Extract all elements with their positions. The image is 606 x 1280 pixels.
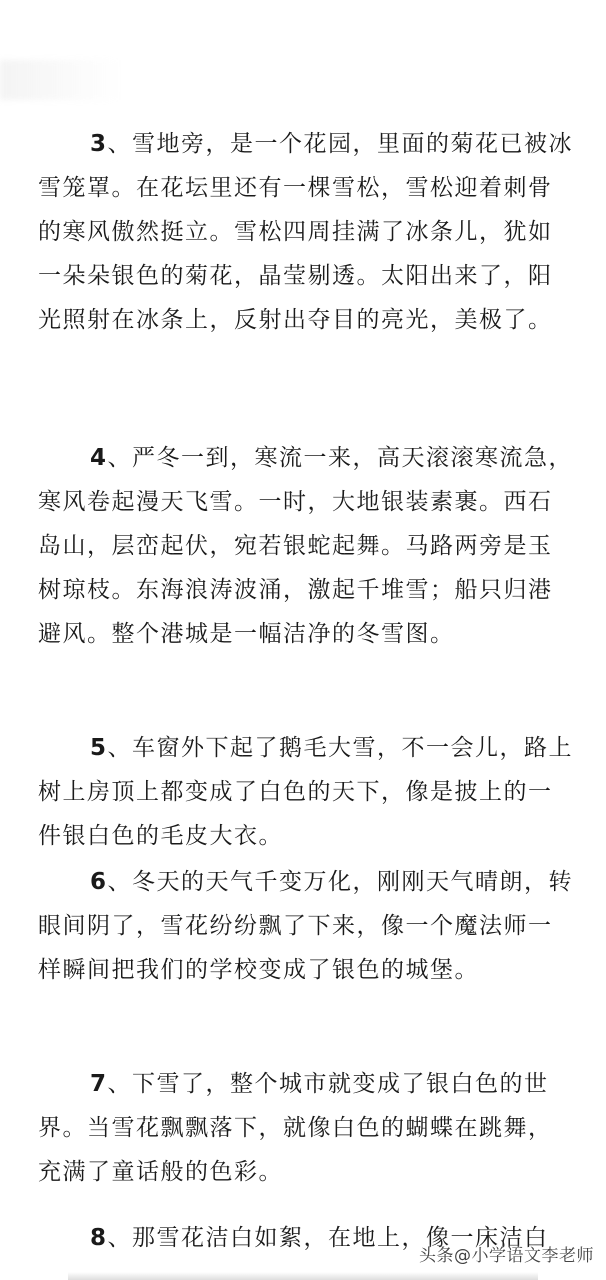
paragraph-text: 、那雪花洁白如絮，在地上，像一床洁白 [107,1225,549,1251]
scan-smudge [0,60,120,100]
paragraph-number: 8 [90,1225,108,1251]
paragraph-7 [38,1062,574,1194]
watermark: 头条@小学语文李老师 [419,1246,594,1266]
paragraph-4 [38,436,574,656]
paragraph-3 [38,122,574,342]
paragraph-6 [38,860,574,992]
paragraph-text: 、下雪了，整个城市就变成了银白色的世界。当雪花飘飘落下，就像白色的蝴蝶在跳舞，充满了童话般的色彩。 [38,1071,553,1185]
paragraph-number: 7 [90,1071,108,1097]
paragraph-text: 、冬天的天气千变万化，刚刚天气晴朗，转眼间阴了，雪花纷纷飘了下来，像一个魔法师一样瞬间把我们的学校变成了银色的城堡。 [38,869,574,983]
paragraph-5 [38,726,574,858]
paragraph-text: 、雪地旁，是一个花园，里面的菊花已被冰雪笼罩。在花坛里还有一棵雪松，雪松迎着刺骨的寒风傲然挺立。雪松四周挂满了冰条儿，犹如一朵朵银色的菊花，晶莹剔透。太阳出来了，阳光照射在冰条上，反射出夺目的亮光，美极了。 [38,131,574,333]
paragraph-text: 、严冬一到，寒流一来，高天滚滚寒流急，寒风卷起漫天飞雪。一时，大地银装素裹。西石岛山，层峦起伏，宛若银蛇起舞。马路两旁是玉树琼枝。东海浪涛波涌，激起千堆雪；船只归港避风。整个港城是一幅洁净的冬雪图。 [38,445,574,647]
paragraph-number: 5 [90,735,108,761]
paragraph-text: 、车窗外下起了鹅毛大雪，不一会儿，路上树上房顶上都变成了白色的天下，像是披上的一件银白色的毛皮大衣。 [38,735,574,849]
paragraph-number: 3 [90,131,108,157]
paragraph-number: 6 [90,869,108,895]
bottom-shadow [68,1272,538,1280]
paragraph-number: 4 [90,445,108,471]
